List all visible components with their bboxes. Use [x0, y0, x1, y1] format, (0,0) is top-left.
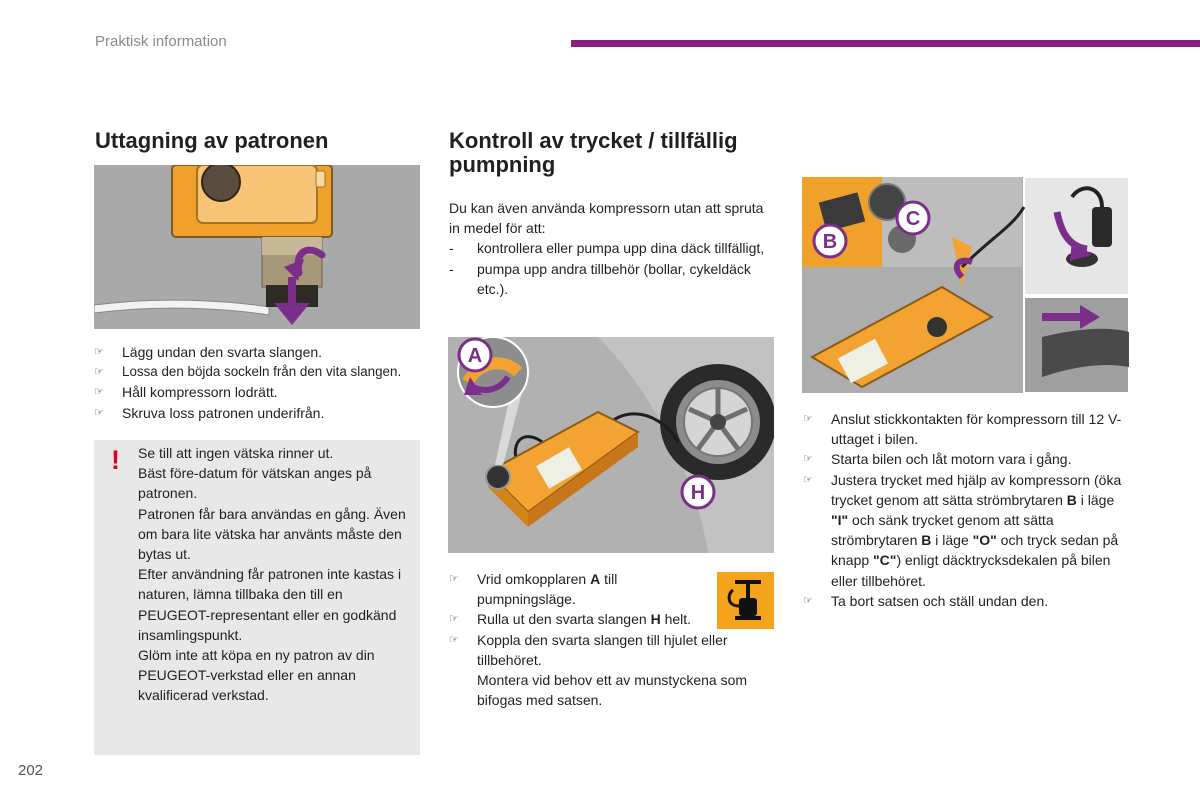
pointing-hand-icon: ☞ — [94, 386, 104, 399]
note-line: Se till att ingen vätska rinner ut. — [138, 445, 334, 461]
label-b: B — [822, 231, 838, 253]
warning-note-box — [94, 440, 420, 755]
note-line: Efter användning får patronen inte kastas i naturen, lämna tillbaka den till en PEUGEOT-representant eller en godkänd insamlingspunkt. — [138, 566, 402, 643]
air-pump-icon — [717, 572, 774, 629]
label-c: C — [905, 208, 921, 230]
list-item: ☞ Koppla den svarta slangen till hjulet eller tillbehöret. Montera vid behov ett av munstyckena som bifogas med satsen. — [449, 631, 748, 709]
pointing-hand-icon: ☞ — [449, 613, 459, 626]
list-item: ☞ Anslut stickkontakten för kompressorn till 12 V-uttaget i bilen. — [803, 411, 1122, 448]
pressure-intro — [449, 198, 769, 299]
label-a: A — [467, 345, 483, 367]
exclamation-warning-icon: ! — [111, 445, 120, 475]
pump-setup-illustration — [448, 337, 774, 553]
list-item: - kontrollera eller pumpa upp dina däck tillfälligt, — [449, 240, 765, 257]
pointing-hand-icon: ☞ — [94, 366, 104, 379]
note-line: Glöm inte att köpa en ny patron av din PEUGEOT-verkstad eller en annan kvalificerad verkstad. — [138, 647, 375, 704]
pointing-hand-icon: ☞ — [94, 346, 104, 358]
label-h: H — [690, 482, 706, 504]
heading-pressure-check: Kontroll av trycket / tillfällig pumpning — [449, 128, 738, 177]
pointing-hand-icon: ☞ — [803, 473, 813, 486]
cartridge-instructions — [94, 342, 424, 423]
cartridge-removal-illustration — [94, 165, 420, 329]
section-accent-bar — [571, 40, 1200, 47]
pointing-hand-icon: ☞ — [449, 633, 459, 646]
compressor-steps — [803, 409, 1133, 611]
page-number: 202 — [18, 762, 44, 779]
list-item: ☞ Ta bort satsen och ställ undan den. — [803, 591, 1133, 611]
heading-cartridge-removal: Uttagning av patronen — [95, 128, 329, 153]
pointing-hand-icon: ☞ — [803, 594, 813, 607]
compressor-controls-illustration — [802, 177, 1129, 393]
list-item: ☞ Justera trycket med hjälp av kompressorn (öka trycket genom att sätta strömbrytaren B i läge "I" och sänk trycket genom att sätta strömbrytaren B i läge "O" och tryck sedan på knapp "C") enligt däcktrycksdekalen på bilen eller tillbehöret. — [803, 471, 1122, 589]
bullet-text: Håll kompressorn lodrätt. — [122, 384, 278, 401]
dash-item-text: kontrollera eller pumpa upp dina däck tillfälligt, — [477, 240, 765, 257]
pointing-hand-icon: ☞ — [449, 573, 459, 585]
list-item — [94, 362, 424, 382]
note-line: Bäst före-datum för vätskan anges på patronen. — [138, 465, 372, 502]
list-item: ☞ Vrid omkopplaren A till pumpningsläge. — [449, 571, 618, 608]
list-item — [94, 342, 424, 362]
list-item: ☞ Starta bilen och låt motorn vara i gång. — [803, 449, 1133, 469]
pointing-hand-icon: ☞ — [803, 413, 813, 425]
pointing-hand-icon: ☞ — [94, 406, 104, 419]
list-item: - pumpa upp andra tillbehör (bollar, cykeldäck etc.). — [449, 260, 751, 297]
pointing-hand-icon: ☞ — [803, 453, 813, 466]
list-item — [94, 403, 424, 423]
bullet-text: Lossa den böjda sockeln från den vita slangen. — [122, 364, 402, 380]
list-item — [94, 382, 424, 402]
bullet-text: Skruva loss patronen underifrån. — [122, 404, 325, 421]
dash-item-text: pumpa upp andra tillbehör (bollar, cykeldäck etc.). — [477, 260, 751, 297]
bullet-text: Lägg undan den svarta slangen. — [122, 344, 323, 360]
intro-text: Du kan även använda kompressorn utan att spruta in medel för att: — [449, 200, 764, 237]
note-line: Patronen får bara användas en gång. Även om bara lite vätska har använts måste den bytas ut. — [138, 505, 406, 563]
section-header: Praktisk information — [95, 33, 227, 50]
warning-note-text — [138, 443, 408, 706]
list-item: ☞ Rulla ut den svarta slangen H helt. — [449, 609, 707, 629]
